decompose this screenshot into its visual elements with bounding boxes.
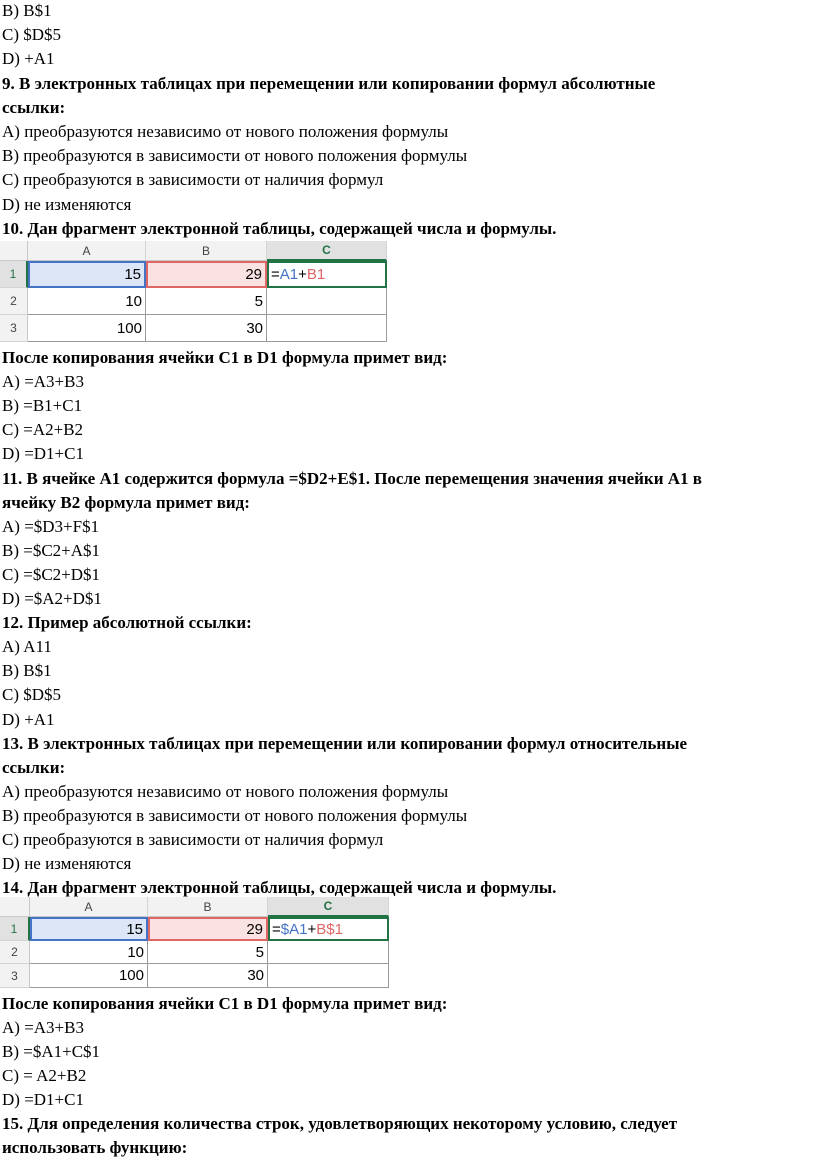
answer-option: A) A11 — [2, 637, 52, 657]
answer-option: D) не изменяются — [2, 194, 132, 214]
cell-a1: 15 — [30, 917, 148, 941]
cell-b2: 5 — [148, 941, 268, 964]
answer-option: A) =A3+B3 — [2, 1018, 84, 1037]
cell-a3: 100 — [30, 964, 148, 988]
question-line: После копирования ячейки С1 в D1 формула примет вид: — [2, 348, 448, 367]
row-header-1: 1 — [0, 917, 30, 941]
answer-option: D) =$A2+D$1 — [2, 589, 102, 608]
column-header-b: B — [148, 897, 268, 917]
question-line: ячейку В2 формула примет вид: — [2, 492, 250, 512]
cell-b3: 30 — [146, 315, 267, 342]
formula-plus: + — [298, 266, 307, 283]
answer-option: B) =$A1+C$1 — [2, 1042, 101, 1061]
answer-option: D) +A1 — [2, 49, 55, 69]
cell-c3 — [267, 315, 387, 342]
spreadsheet-fragment-2 — [0, 897, 392, 989]
question-line: использовать функцию: — [2, 1138, 188, 1157]
cell-b1: 29 — [148, 917, 268, 941]
answer-option: D) =D1+C1 — [2, 444, 84, 464]
answer-option: D) +A1 — [2, 709, 55, 729]
question-line: После копирования ячейки С1 в D1 формула примет вид: — [2, 994, 448, 1013]
answer-option: D) =D1+C1 — [2, 1090, 84, 1109]
answer-option: C) = A2+B2 — [2, 1066, 87, 1085]
answer-option: A) =$D3+F$1 — [2, 516, 100, 536]
question-line: 14. Дан фрагмент электронной таблицы, содержащей числа и формулы. — [2, 878, 557, 898]
question-line: 10. Дан фрагмент электронной таблицы, содержащей числа и формулы. — [2, 218, 557, 238]
row-header-3: 3 — [0, 315, 28, 342]
formula-ref-a: A1 — [279, 266, 299, 283]
answer-option: C) =A2+B2 — [2, 420, 84, 440]
cell-c2 — [267, 288, 387, 315]
row-header-2: 2 — [0, 941, 30, 964]
answer-option: B) преобразуются в зависимости от нового положения формулы — [2, 146, 468, 166]
cell-a1: 15 — [28, 261, 146, 288]
answer-option: C) $D$5 — [2, 685, 62, 705]
question-line: ссылки: — [2, 757, 66, 777]
answer-option: B) B$1 — [2, 661, 52, 681]
row-header-2: 2 — [0, 288, 28, 315]
answer-option: A) =A3+B3 — [2, 372, 84, 392]
column-header-c: C — [268, 897, 389, 917]
formula-plus: + — [307, 920, 317, 938]
answer-option: C) преобразуются в зависимости от наличия формул — [2, 170, 384, 190]
question-line: 13. В электронных таблицах при перемещении или копировании формул относительные — [2, 733, 688, 753]
answer-option: A) преобразуются независимо от нового положения формулы — [2, 122, 449, 141]
question-line: 9. В электронных таблицах при перемещении или копировании формул абсолютные — [2, 73, 656, 93]
cell-b3: 30 — [148, 964, 268, 988]
formula-ref-b: B$1 — [316, 920, 343, 938]
question-line: ссылки: — [2, 97, 66, 117]
answer-option: C) $D$5 — [2, 25, 62, 45]
question-line: 15. Для определения количества строк, удовлетворяющих некоторому условию, следует — [2, 1114, 678, 1133]
column-header-b: B — [146, 241, 267, 261]
cell-c1-formula — [267, 261, 387, 288]
cell-a2: 10 — [30, 941, 148, 964]
formula-ref-a: $A1 — [280, 920, 308, 938]
answer-option: B) преобразуются в зависимости от нового положения формулы — [2, 805, 468, 825]
cell-c2 — [268, 941, 389, 964]
answer-option: B) =$C2+A$1 — [2, 540, 101, 560]
cell-b2: 5 — [146, 288, 267, 315]
formula-equals: = — [271, 266, 280, 283]
formula-ref-b: B1 — [306, 266, 326, 283]
question-line: 12. Пример абсолютной ссылки: — [2, 613, 252, 633]
answer-option: C) =$C2+D$1 — [2, 564, 101, 584]
column-header-c: C — [267, 241, 387, 261]
column-header-a: A — [28, 241, 146, 261]
answer-option: A) преобразуются независимо от нового положения формулы — [2, 781, 449, 801]
answer-option: D) не изменяются — [2, 854, 132, 874]
cell-a2: 10 — [28, 288, 146, 315]
formula-equals: = — [272, 920, 281, 938]
cell-c3 — [268, 964, 389, 988]
answer-option: C) преобразуются в зависимости от наличия формул — [2, 830, 384, 849]
cell-a3: 100 — [28, 315, 146, 342]
row-header-3: 3 — [0, 964, 30, 988]
answer-option: B) B$1 — [2, 1, 52, 20]
question-line: 11. В ячейке А1 содержится формула =$D2+E$1. После перемещения значения ячейки А1 в — [2, 468, 702, 488]
column-header-a: A — [30, 897, 148, 917]
answer-option: B) =B1+C1 — [2, 396, 83, 416]
row-header-1: 1 — [0, 261, 28, 288]
cell-c1-formula — [268, 917, 389, 941]
spreadsheet-fragment-1 — [0, 241, 390, 343]
cell-b1: 29 — [146, 261, 267, 288]
